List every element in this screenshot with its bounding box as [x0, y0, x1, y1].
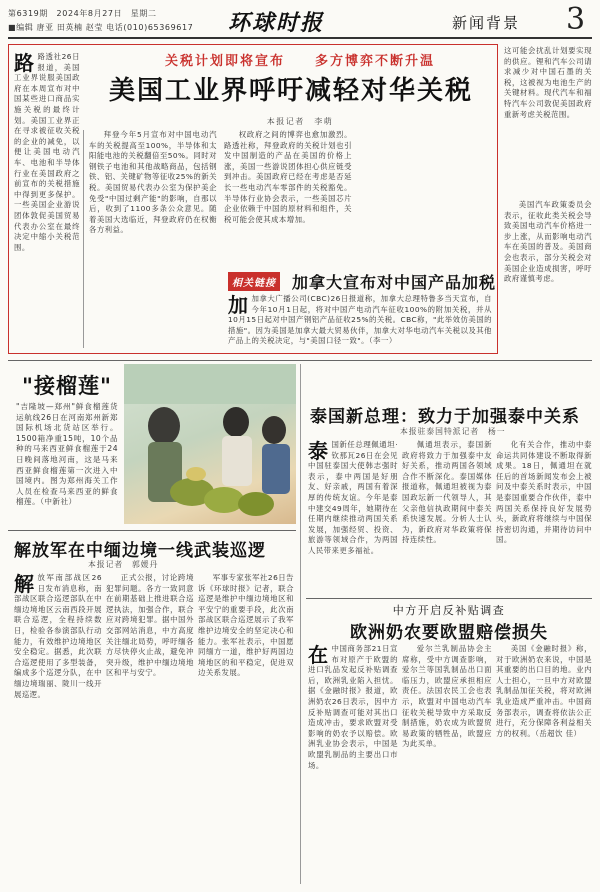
thailand-pm-col2: [402, 440, 492, 590]
dairy-title: 欧洲奶农要欧盟赔偿损失: [350, 623, 548, 643]
dairy-col2-text: 爱尔兰乳制品协会主席称，受中方调查影响，爱尔兰等国乳制品出口面临压力，欧盟应承担相应责任。法国农民工会也表示，欧盟对中国电动汽车征收关税导致中方采取反制措施，奶农成为欧盟贸易政策的牺牲品，欧盟应为此买单。: [402, 644, 492, 749]
dairy-col3-text: 美国《金融时报》称，对于欧洲奶农来说，中国是其重要的出口目的地。业内人士担心，一旦中方对欧盟乳制品加征关税，将对欧洲乳业造成严重冲击。中国商务部表示，调查将依法公正进行，充分保障各利益相关方的权利。（岳超饮 佳）: [496, 644, 592, 738]
lead-headline: 美国工业界呼吁减轻对华关税: [108, 76, 473, 106]
lead-column-right-text: 权政府之间的博弈也愈加激烈。路透社称，拜登政府的关税计划也引发中国制造的产品在美国的价格上涨，美国一些游说团体担心供应链受到冲击。美国政府已经在考虑是否延长一些电动汽车零部件的关税豁免。半导体行业协会表示，一些美国芯片企业依赖于中国的原材料和组件，关税可能会使其成本增加。: [224, 130, 352, 224]
pla-dropcap: 解: [14, 573, 35, 596]
related-link-body: [228, 294, 492, 350]
thailand-pm-col2-text: 佩通坦表示，泰国新政府将致力于加强泰中友好关系，推动两国各领域合作不断深化。泰国媒体报道称，佩通坦被视为泰国政坛新一代领导人，其父亲他信执政期间中泰关系快速发展。分析人士认为，新政府对华政策将保持连续性。: [402, 440, 492, 545]
related-link-tag: 相关链接: [228, 272, 280, 291]
thailand-pm-col1: [308, 440, 398, 590]
column-divider: [83, 130, 84, 348]
section-rule: [8, 530, 296, 531]
thailand-pm-byline: 本报驻泰国特派记者 杨一: [400, 427, 506, 436]
lead-column-left-text: 路透社26日报道，美国工业界说服美国政府在本周宣布对中国某些进口商品实施关税的最终计划。美国工业界正在寻求被征收关税的企业的减免，以便让美国电动汽车、电池和半导体行业在美国政府之前宣布的关税措施中得到更多保护。一些美国企业游说团体敦促美国贸易代表办公室在最终决定中缩小关税范围。: [14, 52, 80, 252]
thailand-pm-title: 泰国新总理：致力于加强泰中关系: [310, 407, 580, 427]
pla-patrol-col3-text: 军事专家张军社26日告诉《环球时报》记者，联合巡逻是维护中缅边境地区和平安宁的重要手段，此次南部战区联合巡逻展示了我军维护边境安全的坚定决心和能力。张军社表示，中国愿同缅方一道，维护好两国边境地区的和平稳定，促进双边关系发展。: [198, 573, 294, 678]
lead-column-right: [224, 130, 352, 260]
dairy-col1: [308, 644, 398, 884]
pla-patrol-col2-text: 正式公报，讨论跨境犯罪问题。各方一致同意在前期基础上推进联合巡逻执法，加强合作，联合应对跨境犯罪。据中国外交部网站消息，中方高度关注缅北局势，呼吁缅各方尽快停火止战，避免冲突升级，维护中缅边境地区和平与安宁。: [106, 573, 194, 678]
related-link-title: 加拿大宣布对中国产品加税: [292, 273, 497, 292]
durian-photo-illustration: [124, 364, 296, 524]
page-number: 3: [566, 2, 586, 37]
thailand-pm-col3: [496, 440, 592, 590]
related-dropcap: 加: [228, 294, 249, 317]
section-rule: [8, 360, 592, 361]
durian-caption: [16, 402, 118, 522]
pla-patrol-col1-text: 放军南部战区26日发布消息称，南部战区联合巡逻部队在中缅边境地区云南西段开展联合巡逻，全程持续数日，检验各参演部队行动能力，有效维护边境地区安全稳定。据悉，此次联合巡逻使用了多型装备，编成多个巡逻分队，在中缅边境瑞丽、陇川一线开展巡逻。: [14, 573, 102, 699]
column-divider: [300, 364, 301, 884]
durian-caption-text: "吉隆坡—郑州"鲜食榴莲货运航线26日在河南郑州新郑国际机场北货站区举行。1500箱净重15吨，10个品种的马来西亚鲜食榴莲于24日晚间落地河南，这是马来西亚鲜食榴莲第一次进入中国境内。图为郑州海关工作人员在检查马来西亚的鲜食榴莲。（中新社）: [16, 402, 118, 507]
dairy-col3: [496, 644, 592, 884]
lead-far-right-bottom-text: 美国汽车政策委员会表示，征收此类关税会导致美国电动汽车价格进一步上涨，从而影响电动汽车在美国的普及。美国商会也表示，部分关税会对美国企业造成损害，呼吁政府谨慎考虑。: [504, 200, 592, 284]
durian-title: "接榴莲": [22, 373, 112, 398]
related-link-text: 加拿大广播公司(CBC)26日报道称，加拿大总理特鲁多当天宣布，自今年10月1日起，将对中国产电动汽车征收100%的附加关税，并从10月15日起对中国产钢铝产品征收25%的关税。CBC称，"此举效仿美国的措施"。因为美国是加拿大最大贸易伙伴，加拿大对华电动汽车关税以及其他产品上的关税决定，与"美国口径一致"。（李一）: [228, 294, 492, 346]
thailand-pm-col3-text: 化有关合作，推动中泰命运共同体建设不断取得新成果。18日，佩通坦在就任后的首场新闻发布会上被问及中泰关系时表示，中国是泰国重要合作伙伴，泰中两国关系保持良好发展势头，新政府将继续与中国保持密切沟通，并期待访问中国。: [496, 440, 592, 545]
pla-patrol-col2: [106, 573, 194, 885]
pla-patrol-col3: [198, 573, 294, 885]
lead-kicker: 关税计划即将宣布 多方博弈不断升温: [164, 54, 435, 69]
lead-far-right-bottom: [504, 200, 592, 350]
section-title: 新闻背景: [452, 14, 521, 32]
editor-contact-line: ■编辑 唐亚 田英楠 赵莹 电话(010)65369617: [8, 23, 194, 32]
dairy-dropcap: 在: [308, 644, 329, 667]
lead-dropcap: 路: [14, 52, 35, 75]
section-rule: [306, 598, 592, 599]
pla-patrol-title: 解放军在中缅边境一线武装巡逻: [14, 541, 266, 561]
lead-column-middle-text: 拜登今年5月宣布对中国电动汽车的关税提高至100%，半导体和太阳能电池的关税翻倍至50%。同时对钢铁子电池和其他战略商品，包括钢铁、铝、关键矿物等征收25%的新关税。美国贸易代表办公室为保护美企免受"中国过剩产能"的影响，自那以后，收到了1100多条公众意见。随着美国大选临近，拜登政府仍在权衡各方利益。: [89, 130, 217, 235]
dairy-col2: [402, 644, 492, 884]
durian-photo: [124, 364, 296, 524]
lead-column-left: [14, 52, 80, 348]
issue-date-line: 第6319期 2024年8月27日 星期二: [8, 9, 157, 18]
lead-column-middle: [89, 130, 217, 348]
dairy-kicker: 中方开启反补贴调查: [392, 604, 506, 617]
dairy-col1-text: 中国商务部21日宣布对原产于欧盟的进口乳品发起反补贴调查后，欧洲乳业陷入担忧。据《金融时报》报道，欧洲奶农26日表示，因中方反补贴调查可能对其出口造成冲击，要求欧盟对受影响的奶农予以赔偿。欧洲乳业协会表示，中国是欧盟乳制品的主要出口市场。: [308, 644, 398, 770]
lead-byline: 本报记者 李萌: [266, 117, 334, 126]
thailand-pm-col1-text: 国新任总理佩通坦·钦那瓦26日在会见中国驻泰国大使韩志强时表示，泰中两国是好朋友、好亲戚，两国有着深厚的传统友谊。今年是泰中建交49周年，她期待在任期内继续推动两国关系发展，加强经贸、投资、旅游等领域合作，为两国人民带来更多福祉。: [308, 440, 398, 555]
masthead-rule: [8, 37, 592, 39]
pla-patrol-col1: [14, 573, 102, 885]
thailand-dropcap: 泰: [308, 440, 329, 463]
pla-patrol-byline: 本报记者 郭媛丹: [88, 560, 159, 569]
lead-far-right-top: [504, 46, 592, 196]
lead-far-right-top-text: 这可能会扰乱计划要实现的供应。锂和汽车公司请求减少对中国石墨的关税，这被视为电池生产的关键材料。现代汽车和福特汽车公司敦促美国政府重新考虑关税范围。: [504, 46, 592, 119]
newspaper-logo: 环球时报: [228, 10, 325, 36]
